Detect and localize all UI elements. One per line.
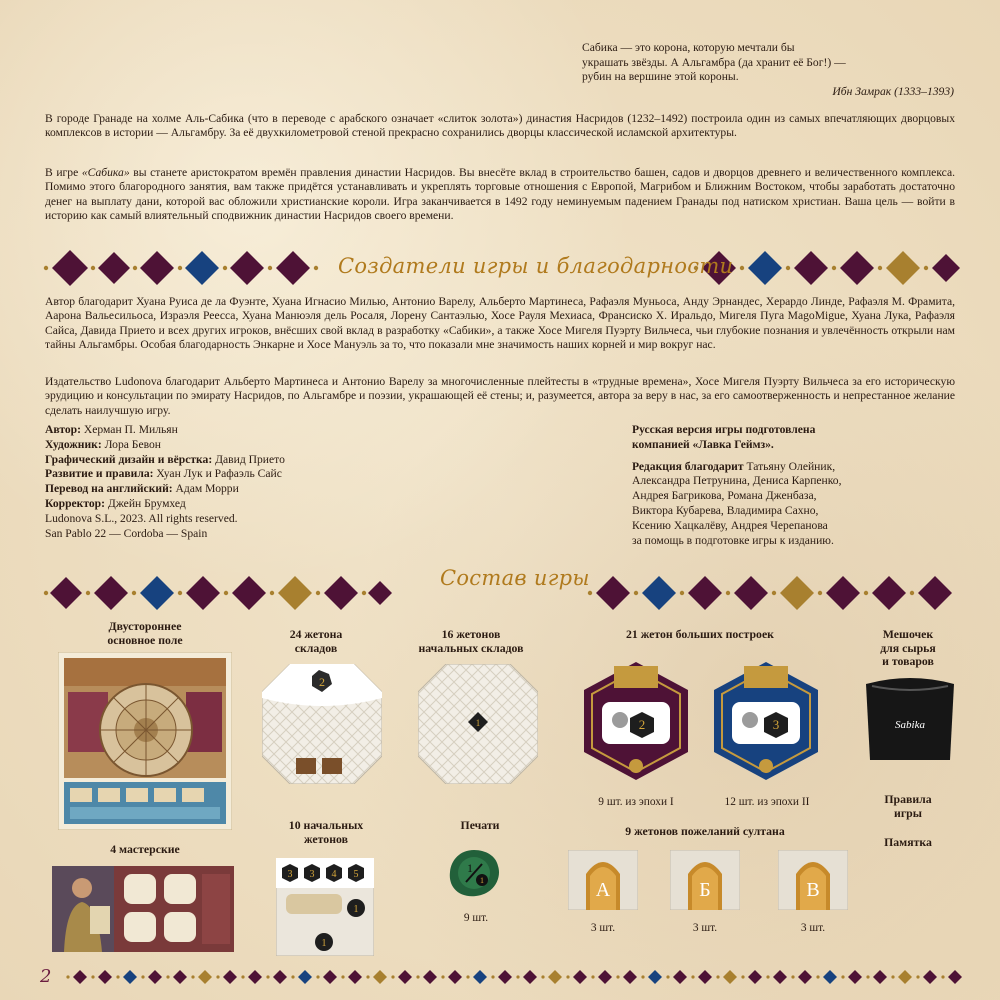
intro-p2-start: В игре: [45, 166, 82, 179]
border-dot: [66, 975, 69, 978]
border-dot: [716, 975, 719, 978]
border-diamond: [848, 970, 862, 984]
border-diamond: [723, 970, 737, 984]
border-dot: [916, 975, 919, 978]
border-diamond: [573, 970, 587, 984]
border-dot: [791, 975, 794, 978]
diamond-row-left: [44, 250, 318, 286]
copyright: Ludonova S.L., 2023. All rights reserved.: [45, 511, 238, 525]
border-diamond: [523, 970, 537, 984]
border-dot: [541, 975, 544, 978]
border-diamond: [323, 970, 337, 984]
credit-artist: Художник: Лора Бевон: [45, 437, 162, 451]
border-diamond: [898, 970, 912, 984]
warehouse-token-value: 2: [319, 675, 325, 689]
border-dot: [691, 975, 694, 978]
border-diamond: [673, 970, 687, 984]
border-diamond: [448, 970, 462, 984]
border-diamond: [773, 970, 787, 984]
bag-label: Мешочек для сырья и товаров: [880, 627, 936, 669]
warehouses-label: 24 жетона складов: [289, 627, 343, 655]
border-dot: [941, 975, 944, 978]
border-diamond: [223, 970, 237, 984]
border-dot: [741, 975, 744, 978]
credit-development: Развитие и правила: Хуан Лук и Рафаэль Сайс: [45, 467, 282, 481]
border-diamond: [148, 970, 162, 984]
start-warehouse-token-value: 1: [475, 718, 481, 728]
russian-edition-credits: [632, 423, 962, 548]
border-dot: [241, 975, 244, 978]
thanks-paragraph-2: Издательство Ludonova благодарит Альберто Мартинеса и Антонио Варелу за многочисленные плейтесты в «трудные времена», Хосе Мигеля Пуэрту Вильчеса за его историческую эрудицию и консультации по эмирату Насридов, по Альгамбре и поэзии, украшающей её стены; и, разумеется, автора за веру в нас, за его самоотверженность и непрестанное желание сделать наилучшую игру.: [45, 375, 955, 417]
border-dot: [816, 975, 819, 978]
seals-count: 9 шт.: [463, 912, 489, 924]
epigraph-line: украшать звёзды. А Альгамбра (да хранит её Бог!) —: [582, 55, 846, 69]
start-warehouse-token-image: [418, 664, 538, 784]
credit-proofreader: Корректор: Джейн Брумхед: [45, 496, 186, 510]
border-dot: [341, 975, 344, 978]
border-dot: [391, 975, 394, 978]
rules-label: Правила игры: [884, 792, 932, 820]
bag-logo: Sabika: [895, 719, 925, 731]
sultan-token-b: [670, 850, 740, 910]
seal-image: [446, 848, 502, 898]
border-diamond: [748, 970, 762, 984]
border-dot: [591, 975, 594, 978]
border-diamond: [498, 970, 512, 984]
epigraph: [582, 41, 954, 99]
border-diamond: [348, 970, 362, 984]
border-dot: [866, 975, 869, 978]
border-diamond: [98, 970, 112, 984]
diamond-row-left: [44, 576, 392, 610]
big-building-epoch1-image: [584, 662, 688, 780]
border-dot: [141, 975, 144, 978]
start-token-small-value: 1: [353, 904, 359, 915]
russian-edition-line: компанией «Лавка Геймз».: [632, 437, 774, 451]
editor-thanks-line: Ксению Хацкалёву, Андрея Черепанова: [632, 518, 828, 532]
page-number: 2: [40, 966, 52, 987]
border-dot: [291, 975, 294, 978]
border-dot: [566, 975, 569, 978]
credits-list: [45, 423, 605, 541]
border-diamond: [823, 970, 837, 984]
credit-translation: Перевод на английский: Адам Морри: [45, 482, 239, 496]
big-buildings-label: 21 жетон больших построек: [626, 627, 774, 641]
border-diamond: [373, 970, 387, 984]
sultan-token-a: [568, 850, 638, 910]
publisher-address: San Pablo 22 — Cordoba — Spain: [45, 526, 208, 540]
border-dot: [416, 975, 419, 978]
border-dot: [266, 975, 269, 978]
start-tokens-label: 10 начальных жетонов: [288, 818, 364, 846]
border-diamond: [248, 970, 262, 984]
border-dot: [516, 975, 519, 978]
border-dot: [216, 975, 219, 978]
section-title-credits: Создатели игры и благодарности: [338, 254, 734, 278]
border-diamond: [123, 970, 137, 984]
border-dot: [616, 975, 619, 978]
big-building-value-2: 3: [772, 717, 780, 732]
sultan-count: 3 шт.: [800, 922, 826, 934]
border-diamond: [698, 970, 712, 984]
border-diamond: [173, 970, 187, 984]
border-dot: [316, 975, 319, 978]
border-dot: [441, 975, 444, 978]
border-diamond: [298, 970, 312, 984]
credit-author: Автор: Херман П. Мильян: [45, 423, 178, 436]
seal-top-value: 1: [467, 861, 473, 875]
border-dot: [891, 975, 894, 978]
diamond-row-right: [694, 251, 960, 285]
intro-paragraph-1: В городе Гранаде на холме Аль-Сабика (что в переводе с арабского означает «слиток золота») династия Насридов (1232–1492) построила один из самых впечатляющих дворцовых комплексов в истории — Альгамбру. За её двухкилометровой стеной прекрасно сохранились дворцы классической исламской архитектуры.: [45, 112, 955, 140]
seal-value: 1: [480, 876, 484, 885]
sultan-letter: Б: [699, 879, 711, 901]
big-building-value-1: 2: [638, 717, 646, 732]
border-diamond: [798, 970, 812, 984]
border-dot: [191, 975, 194, 978]
bag-image: [862, 672, 958, 764]
epigraph-line: рубин на вершине этой короны.: [582, 70, 739, 84]
border-diamond: [273, 970, 287, 984]
start-warehouses-label: 16 жетонов начальных складов: [418, 627, 524, 655]
border-diamond: [648, 970, 662, 984]
board-label: Двустороннее основное поле: [107, 619, 183, 647]
border-dot: [466, 975, 469, 978]
editor-thanks-line: Андрея Багрикова, Романа Дженбаза,: [632, 489, 817, 503]
border-dot: [841, 975, 844, 978]
sultan-count: 3 шт.: [590, 922, 616, 934]
border-dot: [641, 975, 644, 978]
sultan-token-c: [778, 850, 848, 910]
border-dot: [666, 975, 669, 978]
editor-thanks-line: Александра Петрунина, Дениса Карпенко,: [632, 474, 842, 488]
credit-design: Графический дизайн и вёрстка: Давид Прието: [45, 452, 285, 466]
border-diamond: [198, 970, 212, 984]
warehouse-token-image: [262, 664, 382, 784]
border-diamond: [73, 970, 87, 984]
sultan-label: 9 жетонов пожеланий султана: [625, 824, 785, 838]
russian-edition-line: Русская версия игры подготовлена: [632, 423, 816, 436]
border-diamond: [623, 970, 637, 984]
main-board-image: [58, 652, 232, 830]
intro-p2-end: вы станете аристократом времён правления династии Насридов. Вы внесёте вклад в строительство башен, садов и дворцов древнего и величественного комплекса. Помимо этого благородного занятия, вам также придётся устанавливать и укреплять торговые отношения с Европой, Магрибом и Ближним Востоком, чтобы заработать достаточно денег на выплату дани, которой вас обложили христианские короли. Игра заканчивается в 1492 году неминуемым падением Гранады под натиском христиан. Ваша цель — войти в историю как самый влиятельный сподвижник династии Насридов своего времени.: [45, 166, 955, 223]
sultan-letter: В: [806, 879, 820, 901]
border-dot: [366, 975, 369, 978]
epoch1-caption: 9 шт. из эпохи I: [598, 796, 674, 808]
thanks-paragraph-1: Автор благодарит Хуана Руиса де ла Фуэнте, Хуана Игнасио Милью, Антонио Варелу, Альберто Мартинеса, Рафаэля Муньоса, Анду Эрнандес, Херардо Линде, Рафаэля М. Фрамита, Аарона Вальесильоса, Израэля Реесса, Хуана Манюэля дель Росаля, Лорену Сантаэлью, Хосе Рауля Мехиаса, Франсиско Х. Иральдо, Мигеля Пуга MagoMigue, Хуана Лука, Рафаэля Сайса, Давида Прието и всех других игроков, внёсших свой вклад в разработку «Сабики», а также Хосе Мигеля Пуэрту Вильчеса, чьи глубокие познания и увлечённость открыли нам тайны Альгамбры. Особая благодарность Энкарне и Хосе Мануэль за то, что показали мне значимость наших корней и мир вокруг нас.: [45, 295, 955, 352]
epoch2-caption: 12 шт. из эпохи II: [724, 796, 810, 808]
border-diamond: [948, 970, 962, 984]
start-token-small-value: 1: [321, 938, 327, 949]
border-diamond: [398, 970, 412, 984]
epigraph-line: Сабика — это корона, которую мечтали бы: [582, 41, 795, 54]
sultan-count: 3 шт.: [692, 922, 718, 934]
border-diamond: [598, 970, 612, 984]
editor-thanks-line: Виктора Кубарева, Владимира Сахно,: [632, 503, 819, 517]
workshop-board-image: [52, 866, 234, 952]
border-dot: [91, 975, 94, 978]
editor-thanks: Редакция благодарит Татьяну Олейник,: [632, 459, 836, 473]
seals-label: Печати: [460, 818, 500, 832]
epigraph-author: Ибн Замрак (1333–1393): [832, 84, 954, 98]
border-dot: [766, 975, 769, 978]
editor-thanks-line: за помощь в подготовке игры к изданию.: [632, 533, 834, 547]
diamond-row-right: [588, 576, 952, 610]
border-diamond: [923, 970, 937, 984]
workshops-label: 4 мастерские: [110, 842, 180, 856]
sultan-letter: А: [595, 879, 611, 901]
border-diamond: [473, 970, 487, 984]
game-title-inline: «Сабика»: [81, 166, 130, 179]
border-diamond: [548, 970, 562, 984]
memo-label: Памятка: [884, 835, 932, 849]
start-token-value: 3: [309, 869, 315, 880]
border-dot: [491, 975, 494, 978]
section-title-components: Состав игры: [440, 566, 590, 590]
start-tokens-image: [276, 858, 374, 956]
intro-paragraph-2: [45, 166, 955, 224]
border-dot: [116, 975, 119, 978]
big-building-epoch2-image: [714, 662, 818, 780]
start-token-value: 4: [331, 869, 337, 880]
bottom-border-ornament: [64, 967, 974, 987]
border-diamond: [423, 970, 437, 984]
border-dot: [166, 975, 169, 978]
border-diamond: [873, 970, 887, 984]
start-token-value: 5: [353, 869, 359, 880]
start-token-value: 3: [287, 869, 293, 880]
